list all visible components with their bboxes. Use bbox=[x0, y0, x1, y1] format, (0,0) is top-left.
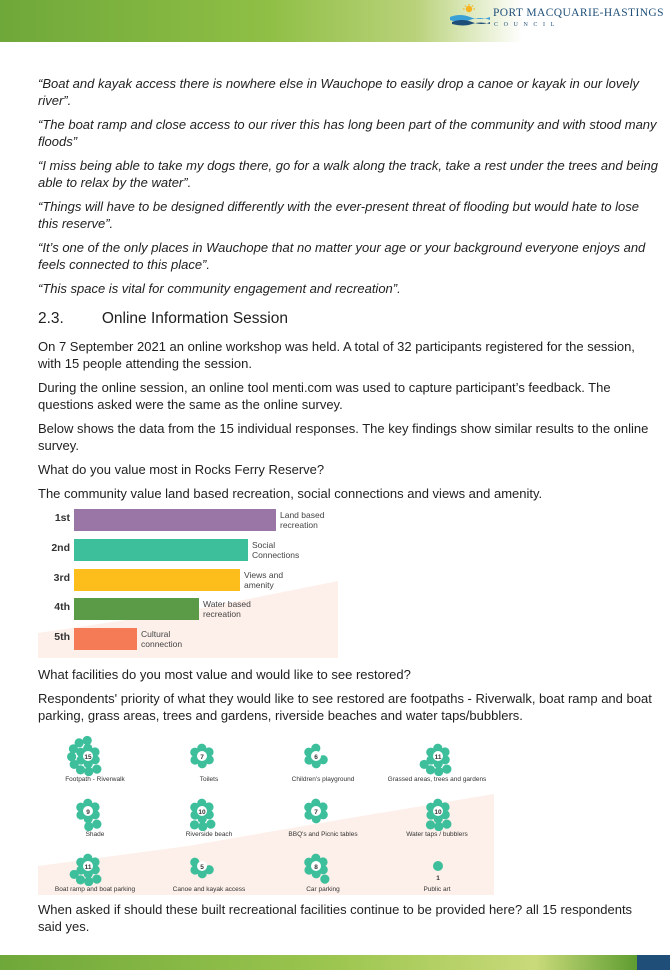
facility-cluster bbox=[152, 787, 266, 831]
section-heading bbox=[38, 310, 658, 328]
facility-cell bbox=[266, 787, 380, 842]
facility-cluster bbox=[266, 732, 380, 776]
facility-cell bbox=[38, 787, 152, 842]
facility-cell bbox=[38, 732, 152, 787]
facility-dot bbox=[92, 765, 101, 774]
facility-count: 7 bbox=[200, 754, 204, 761]
facilities-chart bbox=[38, 728, 494, 895]
org-name: PORT MACQUARIE-HASTINGS bbox=[493, 7, 664, 19]
facility-cluster bbox=[38, 732, 152, 776]
quote-2: “The boat ramp and close access to our river this has long been part of the community and with stood many floods” bbox=[38, 117, 657, 149]
main-content bbox=[38, 75, 658, 509]
facility-dot bbox=[434, 822, 443, 831]
rank-bar bbox=[74, 539, 248, 561]
question-2-block bbox=[38, 666, 658, 731]
answer-2: Respondents' priority of what they would like to see restored are footpaths - Riverwalk, boat ramp and boat parking, grass areas, trees and gardens, riverside beaches and water taps/bubblers. bbox=[38, 691, 652, 723]
facility-label: Children's playground bbox=[291, 776, 355, 783]
facility-dot bbox=[92, 820, 101, 829]
answer-1: The community value land based recreation, social connections and views and amenity. bbox=[38, 486, 543, 501]
facility-label: Public art bbox=[423, 886, 451, 893]
facility-dot bbox=[426, 820, 435, 829]
facility-cluster bbox=[380, 787, 494, 831]
rank-bar bbox=[74, 628, 137, 650]
closing-question: should these built recreational facilities continue to be provided here? bbox=[124, 902, 523, 917]
facility-dot bbox=[420, 760, 429, 769]
ranking-chart bbox=[38, 503, 338, 658]
closing-pre: When asked if bbox=[38, 902, 124, 917]
facility-dot bbox=[198, 822, 207, 831]
facility-count: 8 bbox=[314, 864, 318, 871]
question-2-heading: What facilities do you most value and would like to see restored? bbox=[38, 667, 411, 682]
closing-post: all 15 respondents said yes. bbox=[38, 902, 633, 934]
paragraph-1: On 7 September 2021 an online workshop was held. A total of 32 participants registered for the session, with 15 people attending the session. bbox=[38, 339, 635, 371]
facility-cluster bbox=[38, 842, 152, 886]
facility-dot bbox=[67, 752, 76, 761]
closing-paragraph bbox=[38, 901, 658, 935]
quote-4: “Things will have to be designed differently with the ever-present threat of flooding but would hate to lose this reserve”. bbox=[38, 199, 640, 231]
facility-label: BBQ's and Picnic tables bbox=[288, 831, 358, 838]
facility-label: Shade bbox=[85, 831, 105, 838]
facility-count: 6 bbox=[314, 754, 318, 761]
facility-cluster bbox=[152, 732, 266, 776]
facility-cluster bbox=[380, 842, 494, 886]
facility-cluster bbox=[266, 787, 380, 831]
facility-count: 11 bbox=[84, 864, 92, 871]
paragraph-2: During the online session, an online tool menti.com was used to capture participant’s feedback. The questions asked were the same as the online survey. bbox=[38, 380, 611, 412]
facility-cell bbox=[38, 842, 152, 897]
facility-count: 9 bbox=[86, 809, 90, 816]
footer-band bbox=[0, 955, 670, 970]
facility-cell bbox=[380, 842, 494, 897]
rank-bar-label: Land based recreation bbox=[280, 510, 325, 530]
facility-cell bbox=[266, 842, 380, 897]
council-logo-icon bbox=[448, 4, 490, 28]
facility-cluster bbox=[152, 842, 266, 886]
question-1-heading: What do you value most in Rocks Ferry Reserve? bbox=[38, 462, 325, 477]
facility-dot bbox=[92, 875, 101, 884]
facility-label: Riverside beach bbox=[185, 831, 233, 838]
facility-cell bbox=[380, 787, 494, 842]
facility-label: Water taps / bubblers bbox=[406, 831, 468, 838]
section-title: Online Information Session bbox=[101, 310, 288, 327]
facility-count: 10 bbox=[434, 809, 442, 816]
header-band bbox=[0, 0, 670, 42]
facility-label: Car parking bbox=[306, 886, 340, 893]
rank-bar bbox=[74, 569, 240, 591]
facility-label: Boat ramp and boat parking bbox=[54, 886, 136, 893]
rank-label: 3rd bbox=[53, 571, 70, 584]
rank-label: 2nd bbox=[51, 541, 70, 554]
facility-cell bbox=[380, 732, 494, 787]
facility-label: Toilets bbox=[199, 776, 219, 783]
facility-dot bbox=[434, 767, 443, 776]
facility-dot bbox=[190, 820, 199, 829]
facility-count: 5 bbox=[200, 864, 204, 871]
rank-bar bbox=[74, 509, 276, 531]
facility-dot bbox=[84, 822, 93, 831]
facility-cluster bbox=[266, 842, 380, 886]
quote-6: “This space is vital for community engagement and recreation”. bbox=[38, 281, 401, 296]
facility-count: 15 bbox=[84, 754, 92, 761]
facility-dot bbox=[320, 875, 329, 884]
rank-row bbox=[38, 539, 338, 561]
facility-dot bbox=[433, 861, 443, 871]
quote-3: “I miss being able to take my dogs there, go for a walk along the track, take a rest under the trees and being able to relax by the water”. bbox=[38, 158, 659, 190]
quote-1: “Boat and kayak access there is nowhere else in Wauchope to easily drop a canoe or kayak in our lovely river”. bbox=[38, 76, 639, 108]
rank-row bbox=[38, 598, 338, 620]
facility-dot bbox=[70, 870, 79, 879]
rank-row bbox=[38, 509, 338, 531]
rank-bar-label: Water based recreation bbox=[203, 599, 251, 620]
facility-label: Grassed areas, trees and gardens bbox=[387, 776, 487, 783]
facility-dot bbox=[84, 767, 93, 776]
facility-dot bbox=[442, 820, 451, 829]
facility-dot bbox=[75, 738, 84, 747]
facility-count: 11 bbox=[434, 754, 442, 761]
facility-dot bbox=[83, 736, 92, 745]
rank-row bbox=[38, 569, 338, 591]
section-number: 2.3. bbox=[38, 310, 64, 327]
facility-cluster bbox=[380, 732, 494, 776]
rank-bar-label: Cultural connection bbox=[141, 629, 183, 650]
facility-cell bbox=[152, 842, 266, 897]
facility-cell bbox=[266, 732, 380, 787]
rank-label: 4th bbox=[54, 601, 70, 614]
page-number-box bbox=[637, 955, 670, 970]
facility-count: 10 bbox=[198, 809, 206, 816]
rank-label: 1st bbox=[54, 512, 70, 524]
facility-dot bbox=[442, 765, 451, 774]
facility-count: 1 bbox=[436, 875, 440, 882]
facility-cell bbox=[152, 732, 266, 787]
rank-bar bbox=[74, 598, 199, 620]
paragraph-3: Below shows the data from the 15 individual responses. The key findings show similar results to the online survey. bbox=[38, 421, 649, 453]
rank-bar-label: Views and amenity bbox=[244, 569, 284, 590]
rank-row bbox=[38, 628, 338, 650]
facility-cell bbox=[152, 787, 266, 842]
facility-dot bbox=[84, 877, 93, 886]
facility-cluster bbox=[38, 787, 152, 831]
quote-5: “It’s one of the only places in Wauchope that no matter your age or your background everyone enjoys and feels connected to this place”. bbox=[38, 240, 646, 272]
rank-label: 5th bbox=[54, 631, 70, 644]
org-subtitle: COUNCIL bbox=[494, 22, 560, 28]
facility-count: 7 bbox=[314, 809, 318, 816]
rank-bar-label: Social Connections bbox=[252, 539, 300, 560]
facility-label: Footpath - Riverwalk bbox=[65, 776, 125, 783]
facility-label: Canoe and kayak access bbox=[172, 886, 246, 893]
facility-dot bbox=[206, 820, 215, 829]
